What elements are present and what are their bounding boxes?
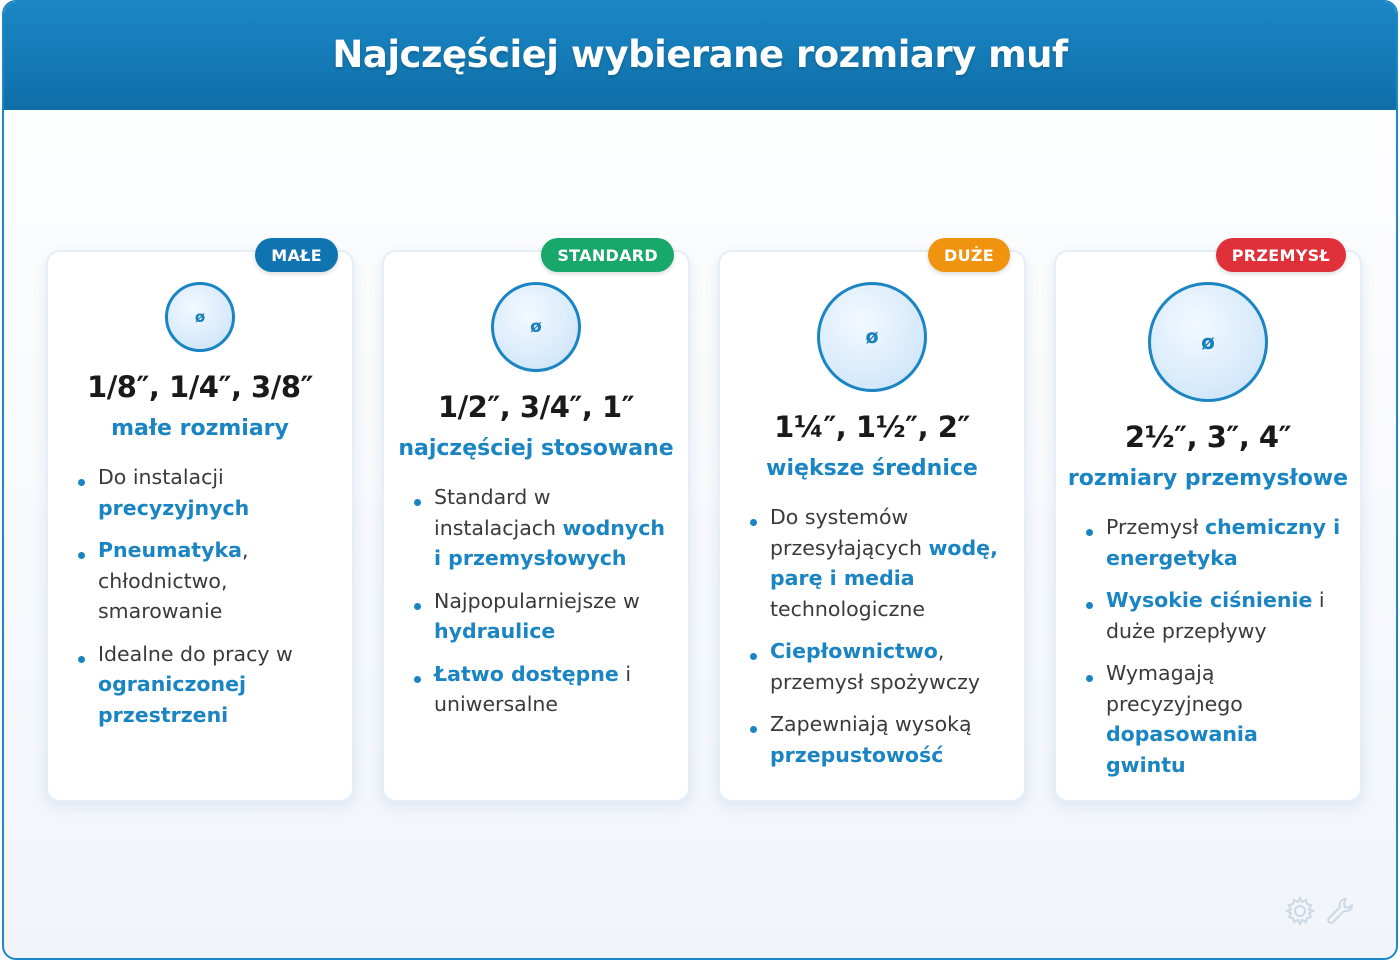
page-title: Najczęściej wybierane rozmiary muf [332,32,1068,76]
bullet-text: i duże przepływy [1106,588,1325,643]
highlight-text: chemiczny i energetyka [1106,515,1341,570]
list-item [434,586,670,647]
gear-icon [1284,895,1316,932]
highlight-text: precyzyjnych [98,495,250,520]
size-values: 2½″, 3″, 4″ [1124,420,1292,454]
wrench-icon [1324,895,1356,932]
feature-list [770,502,1006,782]
decorative-icons [1284,895,1356,932]
list-item [98,535,334,627]
list-item [770,636,1006,697]
feature-list [1106,512,1342,792]
size-category-label: najczęściej stosowane [398,436,674,461]
diameter-icon: ø [491,282,581,372]
highlight-text: Łatwo dostępne [434,661,619,686]
bullet-text: Zapewniają wysoką [770,712,972,736]
highlight-text: wodnych i przemysłowych [434,515,665,570]
diameter-icon: ø [1148,282,1268,402]
bullet-text: , chłodnictwo, smarowanie [98,538,249,623]
highlight-text: przepustowość [770,742,944,767]
list-item [770,502,1006,624]
list-item [1106,658,1342,780]
size-card-small [46,245,354,802]
bullet-text: Standard w instalacjach [434,485,563,540]
feature-list [98,462,334,742]
category-badge: PRZEMYSŁ [1216,238,1346,272]
size-card-standard [382,245,690,802]
highlight-text: wodę, parę i media [770,535,998,590]
bullet-text: Przemysł [1106,515,1205,539]
bullet-text: Najpopularniejsze w [434,588,640,613]
bullet-text: Idealne do pracy w [98,641,293,666]
bullet-text: Wymagają precyzyjnego [1106,661,1243,716]
list-item [1106,585,1342,646]
size-category-label: rozmiary przemysłowe [1067,466,1349,491]
highlight-text: ograniczonej przestrzeni [98,672,247,727]
size-card-industrial [1054,245,1362,802]
list-item [98,462,334,523]
size-values: 1¼″, 1½″, 2″ [774,410,970,444]
highlight-text: Pneumatyka [98,538,242,562]
size-category-label: większe średnice [766,456,978,481]
highlight-text: Ciepłownictwo [770,639,938,663]
infographic-frame [2,0,1398,960]
list-item [434,659,670,720]
header-bar [4,2,1396,110]
list-item [1106,512,1342,573]
size-card-large [718,245,1026,802]
bullet-text: , przemysł spożywczy [770,639,980,694]
bullet-text: technologiczne [770,596,926,621]
highlight-text: hydraulice [434,619,556,643]
list-item [98,639,334,731]
bullet-text: i uniwersalne [434,661,632,716]
diameter-icon: ø [165,282,235,352]
diameter-icon: ø [817,282,927,392]
highlight-text: Wysokie ciśnienie [1106,588,1313,612]
size-category-label: małe rozmiary [111,416,289,441]
bullet-text: Do systemów przesyłających [770,505,929,560]
category-badge: STANDARD [541,238,674,272]
category-badge: MAŁE [255,238,338,272]
highlight-text: dopasowania gwintu [1106,722,1258,777]
size-values: 1/2″, 3/4″, 1″ [437,390,635,424]
size-values: 1/8″, 1/4″, 3/8″ [87,370,313,404]
list-item [434,482,670,574]
category-badge: DUŻE [928,238,1010,272]
bullet-text: Do instalacji [98,465,224,489]
feature-list [434,482,670,732]
list-item [770,709,1006,770]
